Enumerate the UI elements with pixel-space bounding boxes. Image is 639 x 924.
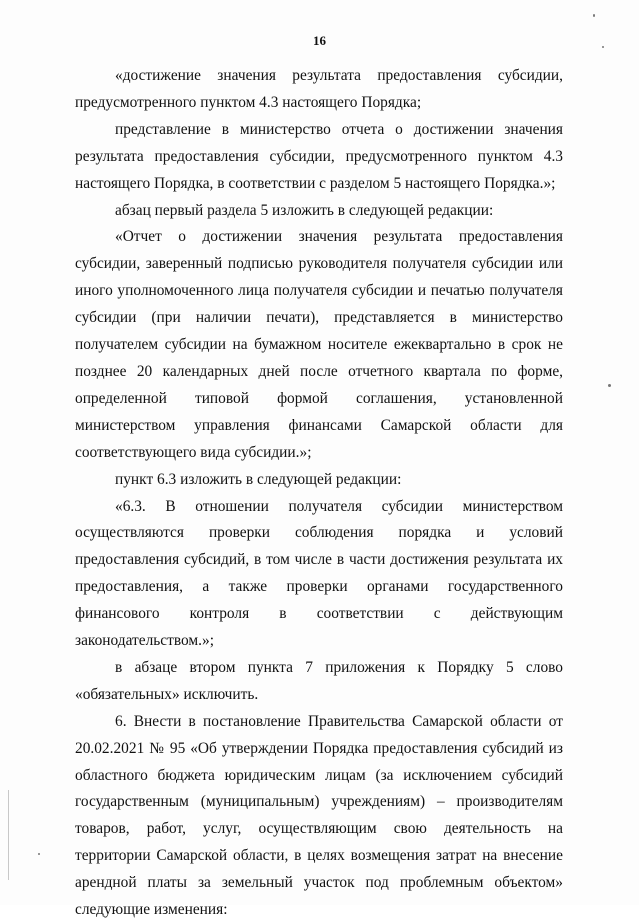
paragraph-7: в абзаце втором пункта 7 приложения к Порядку 5 слово «обязательных» исключить.: [75, 658, 563, 703]
page-number: 16: [313, 33, 326, 48]
scan-speck: [602, 46, 604, 48]
paragraph-2: представление в министерство отчета о достижении значения результата предоставления субсидии, предусмотренного пунктом 4.3 настоящего Порядка, в соответствии с разделом 5 настоящего Порядка.»;: [75, 120, 563, 192]
paragraph-8: 6. Внести в постановление Правительства Самарской области от 20.02.2021 № 95 «Об утверждении Порядка предоставления субсидий из областного бюджета юридическим лицам (за исключением субсидий государственным (муниципальным) учреждениям) – производителям товаров, работ, услуг, осуществляющим свою деятельность на территории Самарской области, в целях возмещения затрат на внесение арендной платы за земельный участок под проблемным объектом» следующие изменения:: [75, 712, 563, 919]
scan-speck: [38, 853, 40, 855]
paragraph-1: «достижение значения результата предоставления субсидии, предусмотренного пунктом 4.3 настоящего Порядка;: [75, 67, 563, 111]
paragraph-6: «6.3. В отношении получателя субсидии министерством осуществляются проверки соблюдения порядка и условий предоставления субсидий, в том числе в части достижения результата их предоставления, а также проверки органами государственного финансового контроля в соответствии с действующим законодательством.»;: [75, 497, 563, 650]
paragraph-4: «Отчет о достижении значения результата предоставления субсидии, заверенный подписью руководителя получателя субсидии или иного уполномоченного лица получателя субсидии и печатью получателя субсидии (при наличии печати), представляется в министерство получателем субсидии на бумажном носителе ежеквартально в срок не позднее 20 календарных дней после отчетного квартала по форме, определенной типовой формой соглашения, установленной министерством управления финансами Самарской области для соответствующего вида субсидии.»;: [75, 228, 563, 461]
scan-speck: [608, 384, 611, 387]
scan-speck: [593, 14, 595, 17]
paragraph-5: пункт 6.3 изложить в следующей редакции:: [115, 470, 402, 488]
document-body: [75, 63, 563, 924]
scan-edge-line: [8, 790, 9, 880]
paragraph-3: абзац первый раздела 5 изложить в следующей редакции:: [115, 201, 494, 219]
